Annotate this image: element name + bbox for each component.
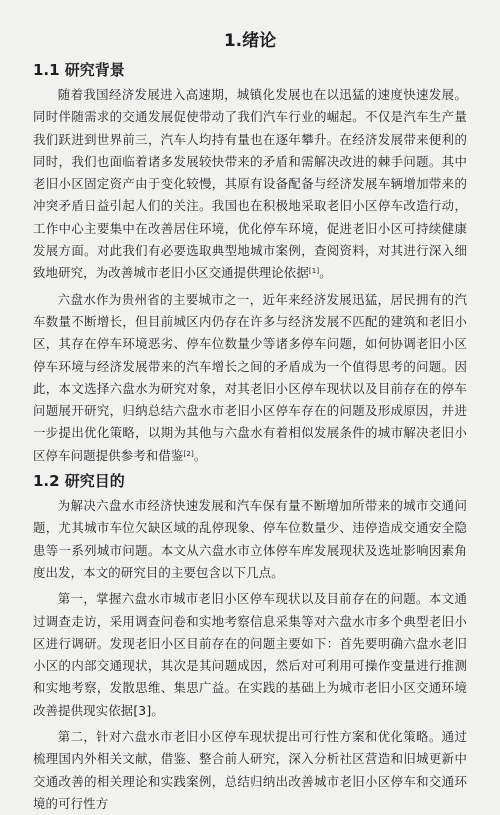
paragraph-end: 。 <box>193 447 207 463</box>
paragraph-background-2 <box>33 289 467 467</box>
paragraph-text: 第一，掌握六盘水市城市老旧小区停车现状以及目前存在的问题。本文通过调查走访，采用调查问卷和实地考察信息采集等对六盘水市多个典型老旧小区进行调研。发现老旧小区目前存在的问题主要如下：首先要明确六盘水老旧小区的内部交通现状，其次是其问题成因，然后对可利用可操作变量进行推测和实地考察，发散思维、集思广益。在实践的基础上为城市老旧小区交通环境改善提供现实依据[3]。 <box>33 591 467 718</box>
paragraph-purpose-2 <box>33 588 467 722</box>
paragraph-text: 为解决六盘水市经济快速发展和汽车保有量不断增加所带来的城市交通问题，尤其城市车位欠缺区域的乱停现象、停车位数量少、违停造成交通安全隐患等一系列城市问题。本文从六盘水市立体停车库发展现状及选址影响因素角度出发，本文的研究目的主要包含以下几点。 <box>33 498 467 580</box>
chapter-title: 1.绪论 <box>223 31 277 51</box>
section-heading-background: 1.1 研究背景 <box>33 61 125 79</box>
paragraph-end: 。 <box>319 265 332 281</box>
citation-ref: [2] <box>183 449 194 458</box>
paragraph-background-1 <box>33 84 467 285</box>
paragraph-text: 随着我国经济发展进入高速期，城镇化发展也在以迅猛的速度快速发展。同时伴随需求的交通发展促使带动了我们汽车行业的崛起。不仅是汽车生产量我们跃进到世界前三，汽车人均持有量也在逐年攀升。在经济发展带来便利的同时，我们也面临着诸多发展较快带来的矛盾和需解决改进的棘手问题。其中老旧小区固定资产由于变化较慢，其原有设备配备与经济发展车辆增加带来的冲突矛盾日益引起人们的关注。我国也在积极地采取老旧小区停车改造行动，工作中心主要集中在改善居住环境，优化停车环境，促进老旧小区可持续健康发展方面。对此我们有必要选取典型地城市案例，查阅资料，对其进行深入细致地研究，为改善城市老旧小区交通提供理论依据 <box>33 87 467 281</box>
paragraph-text: 第二，针对六盘水市老旧小区停车现状提出可行性方案和优化策略。通过梳理国内外相关文献，借鉴、整合前人研究，深入分析社区营造和旧城更新中交通改善的相关理论和实践案例，总结归纳出改善城市老旧小区停车和交通环境的可行性方 <box>33 729 467 811</box>
paragraph-purpose-3 <box>33 726 467 815</box>
paragraph-text: 六盘水作为贵州省的主要城市之一，近年来经济发展迅猛，居民拥有的汽车数量不断增长，但目前城区内仍存在许多与经济发展不匹配的建筑和老旧小区，其存在停车环境恶劣、停车位数量少等诸多停车问题，如何协调老旧小区停车环境与经济发展带来的汽车增长之间的矛盾成为一个值得思考的问题。因此，本文选择六盘水为研究对象，对其老旧小区停车现状以及目前存在的停车问题展开研究，归纳总结六盘水市老旧小区停车存在的问题及形成原因，并进一步提出优化策略，以期为其他与六盘水有着相似发展条件的城市解决老旧小区停车问题提供参考和借鉴 <box>33 291 467 463</box>
section-heading-purpose: 1.2 研究目的 <box>33 472 125 491</box>
citation-ref: [1] <box>308 267 320 276</box>
paragraph-purpose-1 <box>33 495 467 584</box>
